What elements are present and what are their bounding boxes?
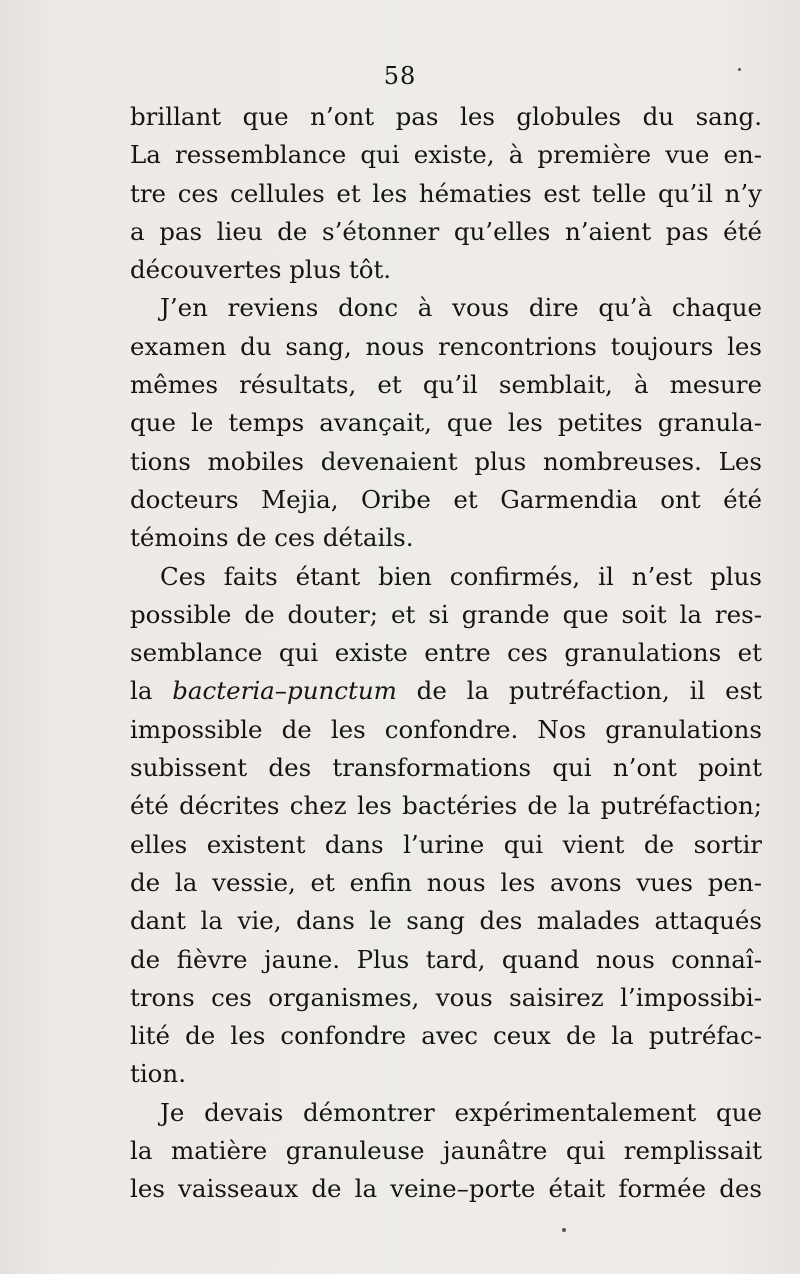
text-line: semblance qui existe entre ces granulations et <box>130 638 762 668</box>
ink-speck <box>738 68 741 71</box>
text-line: dant la vie, dans le sang des malades attaqués <box>130 906 762 936</box>
text-line: de la vessie, et enfin nous les avons vues pen- <box>130 867 762 897</box>
ink-speck <box>562 1228 566 1232</box>
body-text <box>130 98 762 1209</box>
text-line: Ces faits étant bien confirmés, il n’est plus <box>160 561 762 591</box>
text-line: tre ces cellules et les hématies est telle qu’il n’y <box>130 178 762 208</box>
text-line: La ressemblance qui existe, à première vue en- <box>130 140 762 170</box>
text-fragment: la <box>130 676 173 706</box>
text-line: témoins de ces détails. <box>130 523 414 553</box>
text-line: la matière granuleuse jaunâtre qui remplissait <box>130 1136 762 1166</box>
text-line: tions mobiles devenaient plus nombreuses. Les <box>130 446 762 476</box>
italic-term: bacteria–punctum <box>172 676 397 706</box>
text-line: possible de douter; et si grande que soit la res- <box>130 599 762 629</box>
text-line: examen du sang, nous rencontrions toujours les <box>130 331 762 361</box>
text-line: de fièvre jaune. Plus tard, quand nous connaî- <box>130 944 762 974</box>
text-line: a pas lieu de s’étonner qu’elles n’aient pas été <box>130 216 762 246</box>
text-line: J’en reviens donc à vous dire qu’à chaque <box>160 293 762 323</box>
text-line: mêmes résultats, et qu’il semblait, à mesure <box>130 370 762 400</box>
text-line <box>130 672 762 710</box>
text-line: Je devais démontrer expérimentalement que <box>160 1097 762 1127</box>
text-line: été décrites chez les bactéries de la putréfaction; <box>130 791 762 821</box>
text-line: que le temps avançait, que les petites granula- <box>130 408 762 438</box>
text-line: découvertes plus tôt. <box>130 255 392 285</box>
text-line: lité de les confondre avec ceux de la putréfac- <box>130 1021 762 1051</box>
page-number: 58 <box>383 62 417 90</box>
text-line: docteurs Mejia, Oribe et Garmendia ont été <box>130 484 762 514</box>
text-fragment: de la putréfaction, il est <box>396 676 762 706</box>
text-line: trons ces organismes, vous saisirez l’impossibi- <box>130 982 762 1012</box>
text-line: tion. <box>130 1059 186 1089</box>
text-line: elles existent dans l’urine qui vient de sortir <box>130 829 762 859</box>
text-line: impossible de les confondre. Nos granulations <box>130 714 762 744</box>
text-line: les vaisseaux de la veine–porte était formée des <box>130 1174 762 1204</box>
text-line: brillant que n’ont pas les globules du sang. <box>130 102 762 131</box>
text-line: subissent des transformations qui n’ont point <box>130 753 762 783</box>
